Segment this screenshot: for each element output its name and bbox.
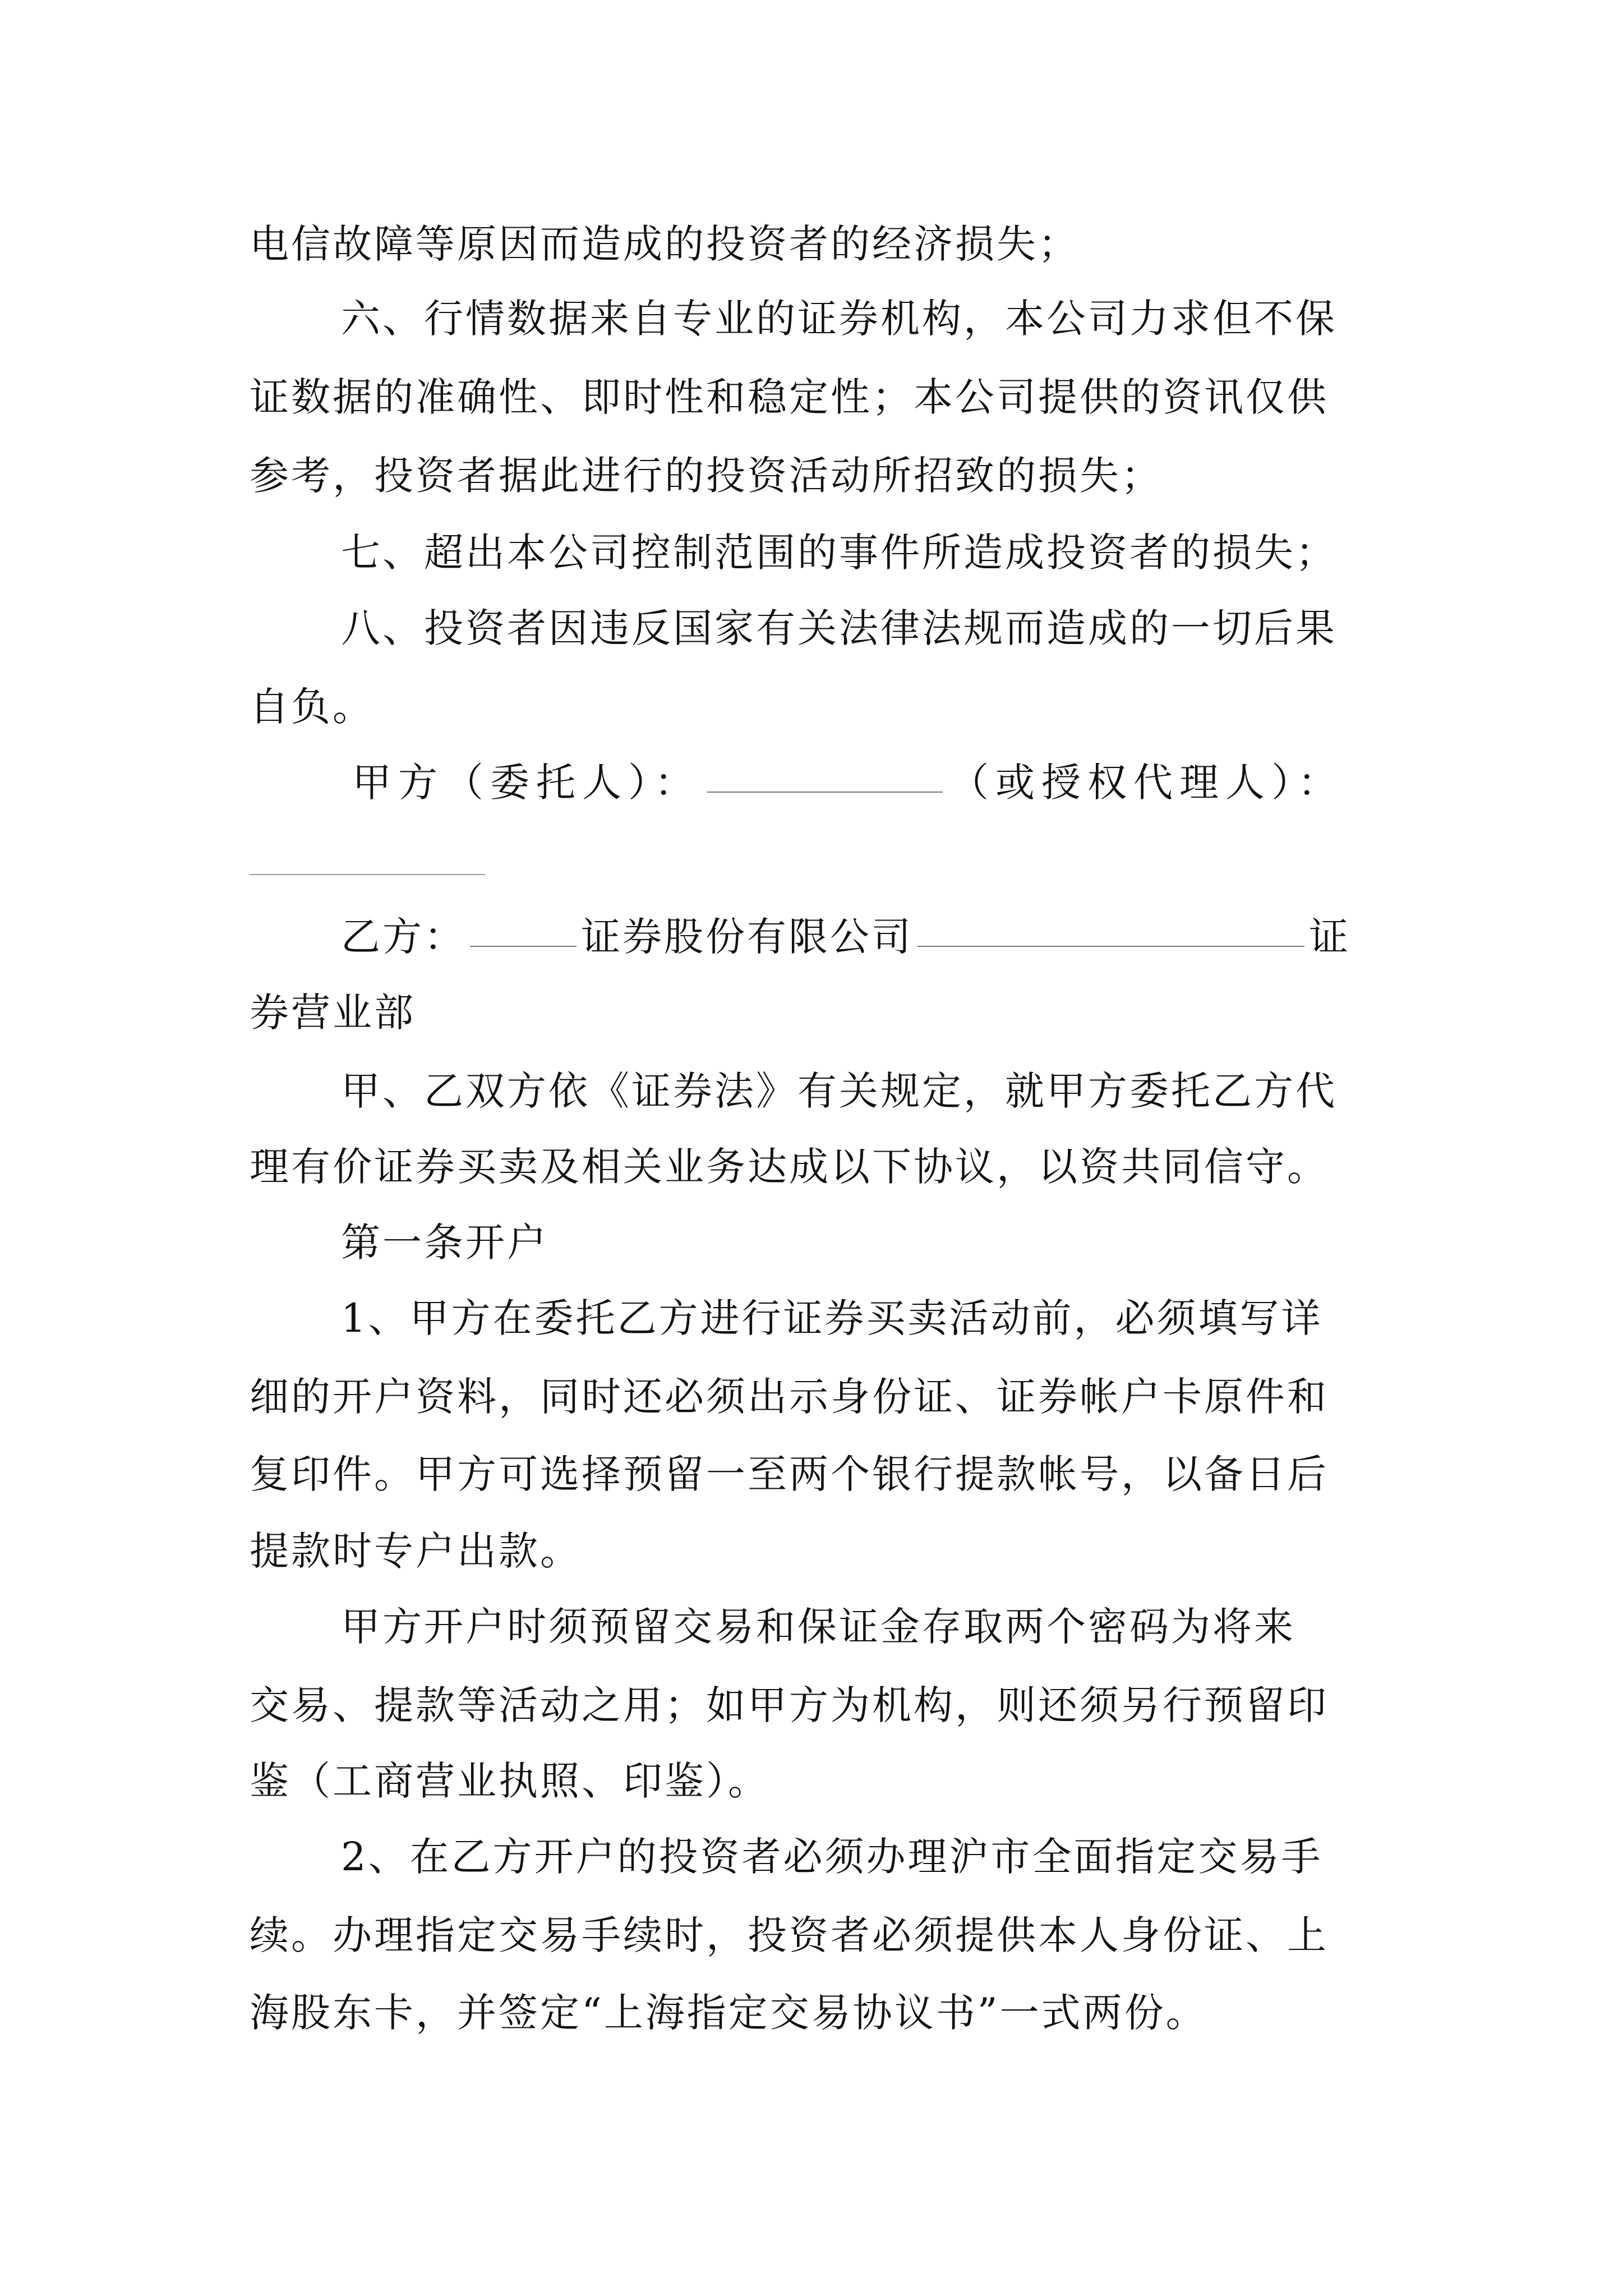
- party-b-company-suffix: 证券股份有限公司: [581, 914, 913, 960]
- text-line: 理有价证券买卖及相关业务达成以下协议，以资共同信守。: [250, 1144, 1329, 1190]
- party-b-name-blank: [470, 946, 577, 947]
- party-b-branch-suffix: 证: [1309, 914, 1350, 960]
- text-line: 甲、乙双方依《证券法》有关规定，就甲方委托乙方代: [341, 1068, 1337, 1114]
- text-line: 2、在乙方开户的投资者必须办理沪市全面指定交易手: [341, 1834, 1323, 1880]
- text-line: 甲方开户时须预留交易和保证金存取两个密码为将来: [341, 1604, 1295, 1650]
- text-line: 交易、提款等活动之用；如甲方为机构，则还须另行预留印: [250, 1682, 1329, 1728]
- text-line: 电信故障等原因而造成的投资者的经济损失；: [250, 221, 1080, 267]
- text-line: 续。办理指定交易手续时，投资者必须提供本人身份证、上: [250, 1912, 1329, 1958]
- text-line: 复印件。甲方可选择预留一至两个银行提款帐号，以备日后: [250, 1451, 1329, 1497]
- text-line: 券营业部: [250, 990, 416, 1036]
- text-line: 1、甲方在委托乙方进行证券买卖活动前，必须填写详: [341, 1295, 1323, 1341]
- text-line: 鉴（工商营业执照、印鉴）。: [250, 1758, 769, 1804]
- party-a-line: [352, 754, 1344, 811]
- text-line: 自负。: [250, 684, 374, 730]
- section-heading: 第一条开户: [341, 1220, 548, 1266]
- text-line: 六、行情数据来自专业的证券机构，本公司力求但不保: [341, 296, 1337, 342]
- text-line: 海股东卡，并签定“上海指定交易协议书”一式两份。: [250, 1990, 1207, 2036]
- text-line: 七、超出本公司控制范围的事件所造成投资者的损失；: [341, 530, 1337, 576]
- party-b-line: [341, 909, 1350, 965]
- text-line: 细的开户资料，同时还必须出示身份证、证券帐户卡原件和: [250, 1374, 1329, 1420]
- party-b-label: 乙方：: [341, 914, 465, 960]
- party-a-signature-blank: [707, 792, 943, 793]
- party-b-branch-blank: [917, 946, 1304, 947]
- text-line: 提款时专户出款。: [250, 1528, 582, 1574]
- text-line: 参考，投资者据此进行的投资活动所招致的损失；: [250, 453, 1163, 499]
- text-line: 证数据的准确性、即时性和稳定性；本公司提供的资讯仅供: [250, 374, 1329, 420]
- party-a-label: 甲方（委托人）：: [352, 760, 700, 806]
- text-line: 八、投资者因违反国家有关法律法规而造成的一切后果: [341, 605, 1337, 651]
- party-a-agent-signature-blank: [250, 874, 485, 875]
- party-a-agent-label: （或授权代理人）：: [949, 760, 1344, 806]
